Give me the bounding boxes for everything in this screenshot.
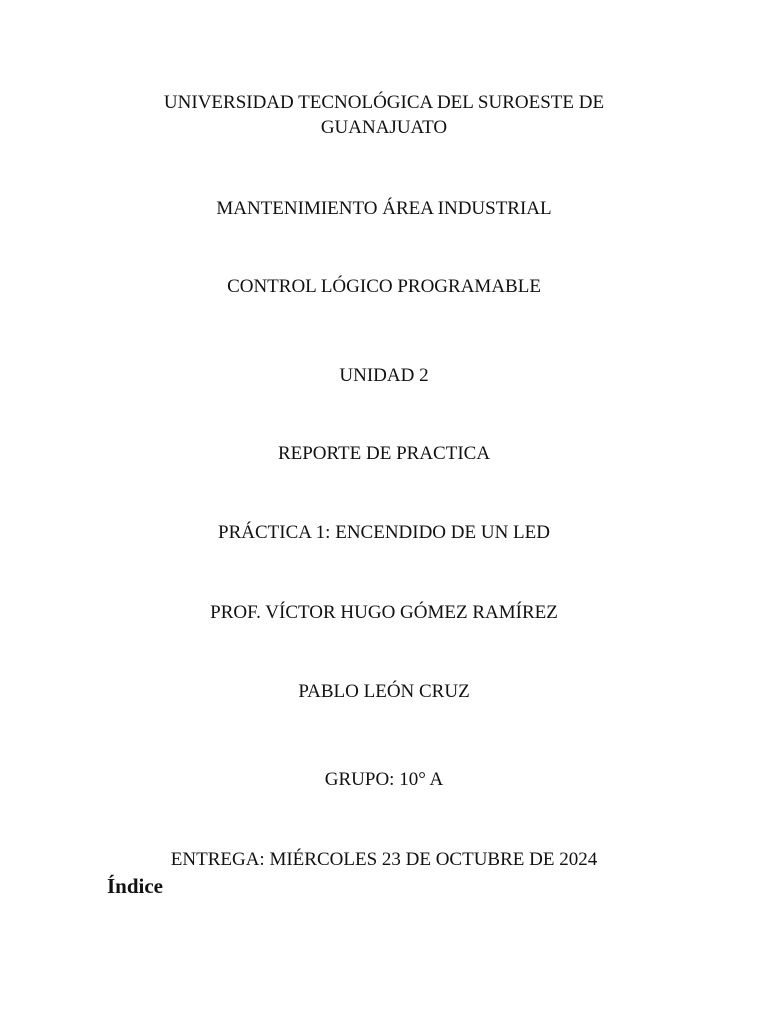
course-name: CONTROL LÓGICO PROGRAMABLE	[227, 276, 541, 297]
unit-label: UNIDAD 2	[339, 365, 429, 386]
professor-name: PROF. VÍCTOR HUGO GÓMEZ RAMÍREZ	[210, 602, 558, 623]
group-label: GRUPO: 10° A	[324, 769, 444, 790]
student-name: PABLO LEÓN CRUZ	[298, 681, 470, 702]
report-type: REPORTE DE PRACTICA	[277, 443, 491, 464]
delivery-date: ENTREGA: MIÉRCOLES 23 DE OCTUBRE DE 2024	[170, 849, 598, 870]
index-heading: Índice	[107, 874, 164, 898]
program-name: MANTENIMIENTO ÁREA INDUSTRIAL	[216, 198, 552, 219]
university-name-line1: UNIVERSIDAD TECNOLÓGICA DEL SUROESTE DE	[163, 92, 605, 113]
university-name-line2: GUANAJUATO	[320, 117, 448, 138]
practice-title: PRÁCTICA 1: ENCENDIDO DE UN LED	[218, 522, 550, 543]
